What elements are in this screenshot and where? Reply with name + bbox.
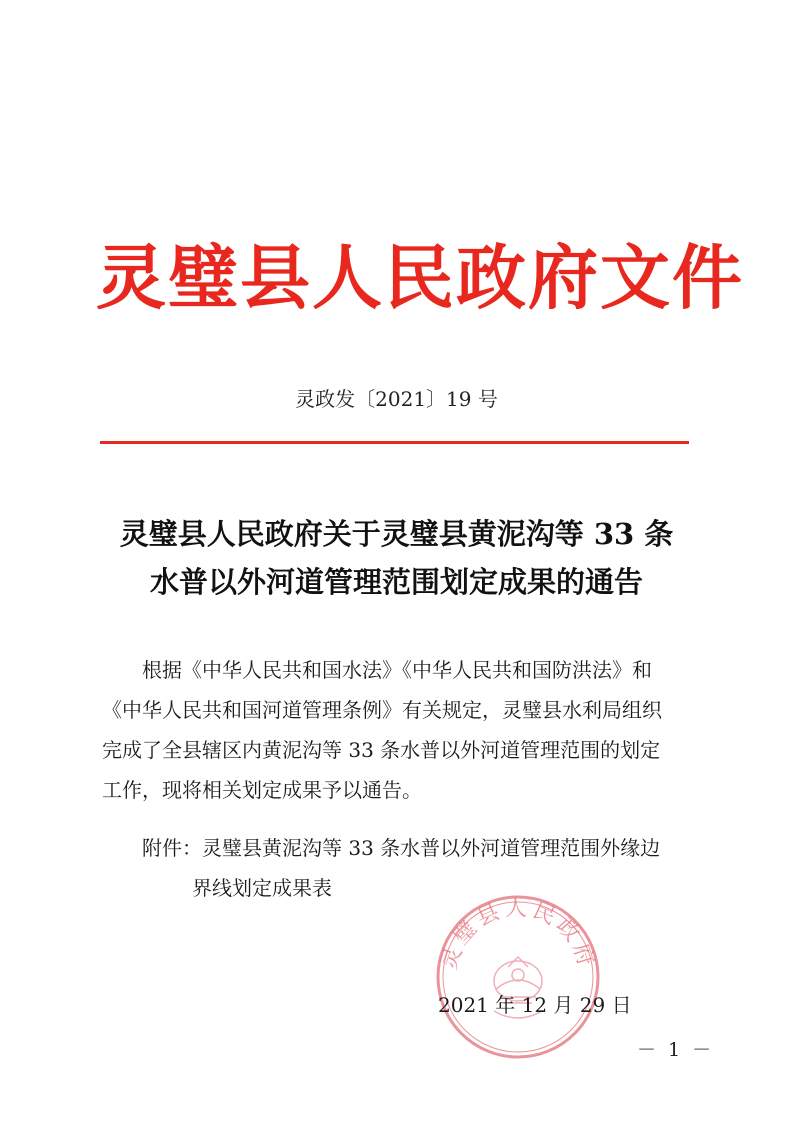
notice-title-line-1: 灵璧县人民政府关于灵璧县黄泥沟等 33 条 [119,517,674,551]
body-line-1: 根据《中华人民共和国水法》《中华人民共和国防洪法》和 [142,658,652,682]
official-seal-stamp [434,893,602,1061]
body-line-3: 完成了全县辖区内黄泥沟等 33 条水普以外河道管理范围的划定 [102,738,661,762]
issue-date: 2021 年 12 月 29 日 [438,993,632,1017]
page-number: － 1 － [637,1039,715,1061]
attachment-line-2: 界线划定成果表 [192,876,332,900]
document-number: 灵政发〔2021〕19 号 [295,387,498,411]
notice-title [0,510,793,606]
body-line-2: 《中华人民共和国河道管理条例》有关规定，灵璧县水利局组织 [102,698,662,722]
attachment-note [142,828,702,908]
document-header-title: 灵璧县人民政府文件 [96,236,744,319]
notice-body [102,650,692,810]
body-line-4: 工作，现将相关划定成果予以通告。 [102,778,422,802]
attachment-line-1: 附件：灵璧县黄泥沟等 33 条水普以外河道管理范围外缘边 [142,836,661,860]
notice-title-line-2: 水普以外河道管理范围划定成果的通告 [149,565,643,599]
red-divider [100,441,689,444]
svg-text:灵璧县人民政府: 灵璧县人民政府 [436,896,600,973]
